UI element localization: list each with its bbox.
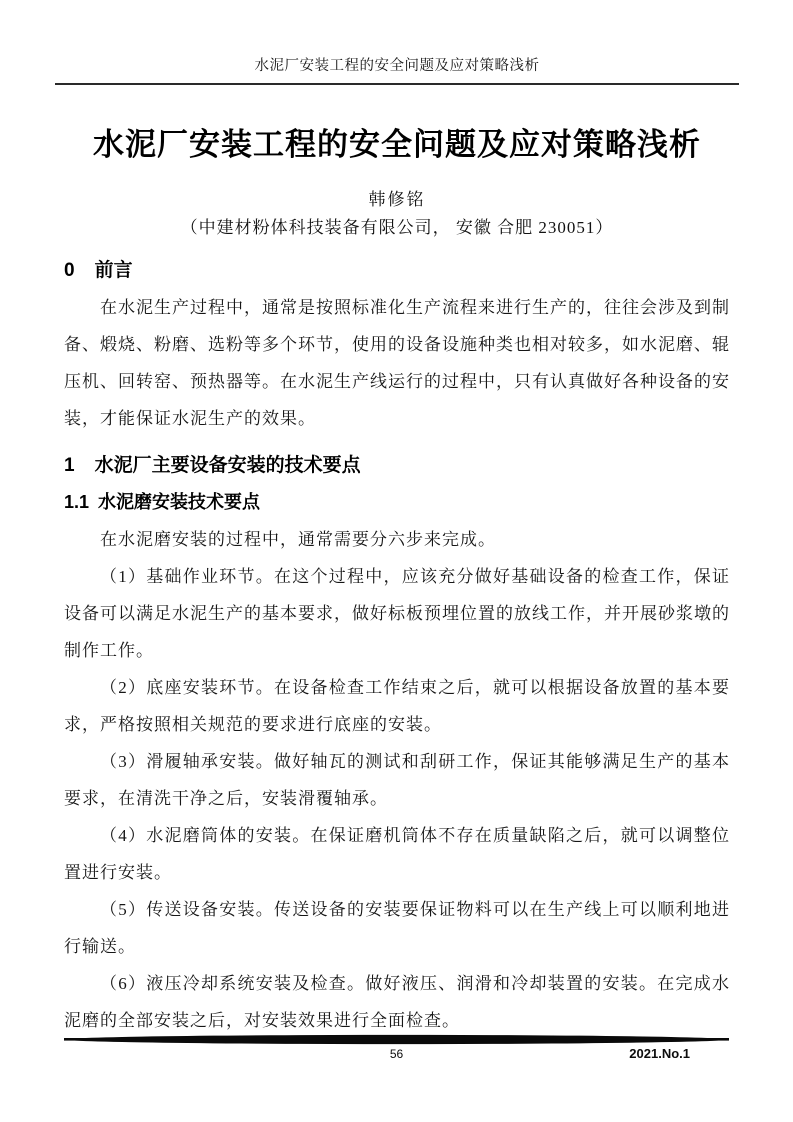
page-footer <box>64 1034 729 1062</box>
header-rule <box>55 83 739 85</box>
affiliation: （中建材粉体科技装备有限公司， 安徽 合肥 230051） <box>180 217 614 237</box>
heading-text: 水泥磨安装技术要点 <box>98 491 261 512</box>
heading-text: 前言 <box>94 259 133 281</box>
heading-number: 1.1 <box>64 491 90 512</box>
issue-label: 2021.No.1 <box>629 1046 690 1061</box>
footer-row <box>64 1046 729 1062</box>
heading-section1 <box>64 447 730 484</box>
paragraph-step1: （1）基础作业环节。在这个过程中，应该充分做好基础设备的检查工作，保证设备可以满足水泥生产的基本要求，做好标板预埋位置的放线工作，并开展砂浆墩的制作工作。 <box>64 566 730 660</box>
paragraph-step2: （2）底座安装环节。在设备检查工作结束之后，就可以根据设备放置的基本要求，严格按照相关规范的要求进行底座的安装。 <box>64 677 730 734</box>
author-name: 韩修铭 <box>368 189 426 209</box>
heading-number: 1 <box>64 454 75 476</box>
content-column <box>64 0 730 1039</box>
paragraph-step4: （4）水泥磨筒体的安装。在保证磨机筒体不存在质量缺陷之后，就可以调整位置进行安装。 <box>64 825 730 882</box>
heading-number: 0 <box>64 259 75 281</box>
heading-preface <box>64 252 730 289</box>
paragraph-step3: （3）滑履轴承安装。做好轴瓦的测试和刮研工作，保证其能够满足生产的基本要求，在清洗干净之后，安装滑覆轴承。 <box>64 751 730 808</box>
heading-text: 水泥厂主要设备安装的技术要点 <box>94 454 361 476</box>
paragraph-step6: （6）液压冷却系统安装及检查。做好液压、润滑和冷却装置的安装。在完成水泥磨的全部安装之后，对安装效果进行全面检查。 <box>64 973 730 1030</box>
paragraph-step5: （5）传送设备安装。传送设备的安装要保证物料可以在生产线上可以顺利地进行输送。 <box>64 899 730 956</box>
page-number: 56 <box>389 1047 404 1061</box>
article-title: 水泥厂安装工程的安全问题及应对策略浅析 <box>93 127 701 162</box>
paragraph-steps-intro: 在水泥磨安装的过程中，通常需要分六步来完成。 <box>100 529 496 549</box>
heading-section1-1 <box>64 484 730 521</box>
running-head: 水泥厂安装工程的安全问题及应对策略浅析 <box>254 58 540 74</box>
paragraph-intro: 在水泥生产过程中，通常是按照标准化生产流程来进行生产的，往往会涉及到制备、煅烧、粉磨、选粉等多个环节，使用的设备设施种类也相对较多，如水泥磨、辊压机、回转窑、预热器等。在水泥生产线运行的过程中，只有认真做好各种设备的安装，才能保证水泥生产的效果。 <box>64 297 730 428</box>
footer-decorative-bar <box>64 1034 729 1045</box>
